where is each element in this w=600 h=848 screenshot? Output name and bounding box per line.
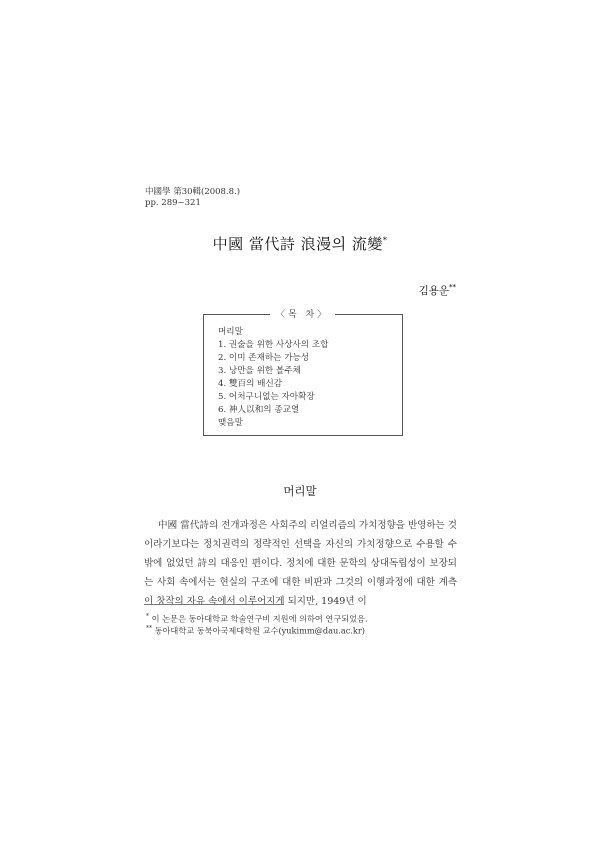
journal-volume: 中國學 第30輯(2008.8.)	[145, 187, 241, 197]
footnote-2	[146, 623, 365, 637]
paper-title	[0, 233, 600, 254]
toc-item: 맺음말	[218, 418, 243, 428]
journal-info	[145, 187, 240, 209]
footnote-divider	[144, 604, 284, 605]
title-footnote-mark: *	[382, 236, 388, 245]
footnote-mark: **	[146, 625, 152, 632]
toc-item: 2. 이미 존재하는 가능성	[218, 353, 310, 363]
footnote-text: 동아대학교 동북아국제대학원 교수(yukimm@dau.ac.kr)	[154, 625, 365, 636]
author-name: 김용운	[418, 285, 449, 297]
journal-pages: pp. 289~321	[145, 198, 201, 208]
toc-item: 4. 雙百의 배신감	[218, 379, 283, 389]
body-paragraph: 中國 當代詩의 전개과정은 사회주의 리얼리즘의 가치정향을 반영하는 것이라기보다는 정치권력의 정략적인 선택을 자신의 가치정향으로 수용할 수밖에 없었던 詩의 대응인 편이다. 정치에 대한 문학의 상대독립성이 보장되는 사회 속에서는 현실의 구조에 대한 비판과 그것의 이행과정에 대한 계측이 창작의 자유 속에서 이루어지게 되지만, 1949년 이	[144, 520, 457, 607]
toc-item: 6. 神人以和의 종교열	[218, 405, 300, 415]
toc-item: 5. 어처구니없는 자아확장	[218, 392, 315, 402]
footnote-text: 이 논문은 동아대학교 학술연구비 지원에 의하여 연구되었음.	[151, 613, 368, 624]
toc-item: 머리말	[218, 327, 243, 337]
toc-list	[218, 326, 328, 430]
section-heading: 머리말	[283, 484, 317, 498]
paper-title-text: 中國 當代詩 浪漫의 流變	[212, 235, 383, 253]
toc-item: 3. 낭만을 위한 볼주체	[218, 366, 301, 376]
toc-item: 1. 권술을 위한 사상사의 조합	[218, 340, 329, 350]
author-footnote-mark: **	[449, 283, 456, 292]
toc-heading: 〈목 차〉	[270, 307, 335, 320]
author	[419, 283, 456, 298]
footnote-mark: *	[146, 613, 149, 620]
